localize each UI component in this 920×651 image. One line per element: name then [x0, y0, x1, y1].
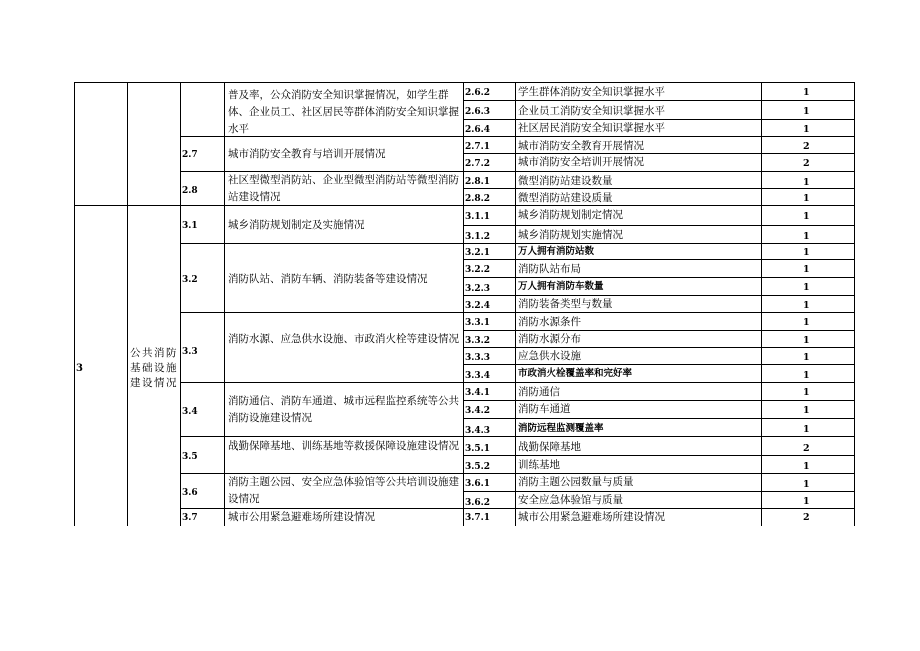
subitem-code: 2.6.2	[465, 88, 491, 98]
indicator-code: 3.5	[182, 452, 198, 462]
section-category: 公共消防基础设施建设情况	[130, 347, 178, 389]
subitem-weight: 1	[803, 424, 810, 435]
subitem-code: 3.1.2	[465, 232, 491, 242]
indicator-code: 3.6	[182, 488, 198, 498]
section-number: 3	[76, 363, 83, 374]
subitem-name: 万人拥有消防车数量	[518, 281, 604, 292]
indicator-description: 城市公用紧急避难场所建设情况	[228, 511, 375, 523]
subitem-code: 3.5.1	[465, 444, 491, 454]
subitem-weight: 1	[803, 352, 810, 363]
subitem-name: 消防水源条件	[518, 316, 581, 328]
subitem-code: 3.7.1	[465, 513, 491, 523]
indicator-code: 3.7	[182, 513, 198, 523]
subitem-code: 2.7.2	[465, 159, 491, 169]
subitem-weight: 1	[803, 370, 810, 381]
subitem-weight: 1	[803, 177, 810, 188]
subitem-code: 2.8.2	[465, 194, 491, 204]
subitem-code: 3.3.3	[465, 353, 491, 363]
subitem-weight: 2	[803, 158, 810, 169]
subitem-weight: 1	[803, 264, 810, 275]
subitem-name: 训练基地	[518, 459, 560, 471]
subitem-name: 城市公用紧急避难场所建设情况	[518, 511, 665, 523]
subitem-weight: 1	[803, 231, 810, 242]
subitem-code: 3.4.2	[465, 406, 491, 416]
subitem-name: 战勤保障基地	[518, 441, 581, 453]
subitem-name: 城乡消防规划制定情况	[518, 209, 623, 221]
subitem-name: 企业员工消防安全知识掌握水平	[518, 105, 665, 117]
subitem-code: 3.3.2	[465, 336, 491, 346]
subitem-weight: 1	[803, 335, 810, 346]
subitem-code: 3.3.4	[465, 371, 491, 381]
subitem-weight: 1	[803, 193, 810, 204]
indicator-description: 消防水源、应急供水设施、市政消火栓等建设情况	[228, 333, 459, 345]
subitem-name: 微型消防站建设质量	[518, 192, 613, 204]
indicator-code: 3.2	[182, 275, 198, 285]
subitem-code: 3.2.2	[465, 265, 491, 275]
indicator-description: 社区型微型消防站、企业型微型消防站等微型消防站建设情况	[228, 174, 459, 203]
subitem-weight: 1	[803, 282, 810, 293]
subitem-code: 2.6.3	[465, 107, 491, 117]
subitem-name: 万人拥有消防站数	[518, 246, 595, 257]
subitem-weight: 1	[803, 479, 810, 490]
subitem-name: 市政消火栓覆盖率和完好率	[518, 368, 633, 379]
subitem-weight: 1	[803, 300, 810, 311]
subitem-name: 消防水源分布	[518, 333, 581, 345]
subitem-weight: 1	[803, 405, 810, 416]
subitem-name: 消防车通道	[518, 403, 571, 415]
subitem-name: 安全应急体验馆与质量	[518, 494, 623, 506]
subitem-name: 应急供水设施	[518, 350, 581, 362]
subitem-weight: 1	[803, 124, 810, 135]
subitem-weight: 2	[803, 512, 810, 523]
indicator-code: 3.3	[182, 347, 198, 357]
indicator-code: 2.7	[182, 150, 198, 160]
subitem-code: 2.8.1	[465, 177, 491, 187]
subitem-code: 3.2.3	[465, 284, 491, 294]
subitem-name: 消防装备类型与数量	[518, 298, 613, 310]
subitem-name: 城市消防安全教育开展情况	[518, 140, 644, 152]
subitem-weight: 1	[803, 317, 810, 328]
subitem-code: 2.6.4	[465, 125, 491, 135]
subitem-name: 微型消防站建设数量	[518, 175, 613, 187]
subitem-weight: 2	[803, 443, 810, 454]
subitem-weight: 1	[803, 387, 810, 398]
subitem-weight: 1	[803, 106, 810, 117]
subitem-weight: 1	[803, 211, 810, 222]
indicator-description: 战勤保障基地、训练基地等救援保障设施建设情况	[228, 440, 459, 452]
subitem-name: 消防队站布局	[518, 263, 581, 275]
subitem-code: 3.1.1	[465, 212, 491, 222]
subitem-code: 3.5.2	[465, 462, 491, 472]
indicator-description: 消防通信、消防车通道、城市远程监控系统等公共消防设施建设情况	[228, 395, 459, 424]
subitem-code: 3.4.3	[465, 426, 491, 436]
subitem-name: 社区居民消防安全知识掌握水平	[518, 122, 665, 134]
subitem-name: 消防通信	[518, 386, 560, 398]
indicator-description: 消防队站、消防车辆、消防装备等建设情况	[228, 273, 428, 285]
subitem-code: 3.2.1	[465, 248, 491, 258]
subitem-name: 城乡消防规划实施情况	[518, 229, 623, 241]
indicator-description: 城市消防安全教育与培训开展情况	[228, 148, 386, 160]
subitem-code: 3.6.2	[465, 498, 491, 508]
subitem-code: 2.7.1	[465, 142, 491, 152]
subitem-weight: 2	[803, 141, 810, 152]
indicator-code: 2.8	[182, 186, 198, 196]
subitem-name: 消防远程监测覆盖率	[518, 423, 604, 434]
indicator-description: 消防主题公园、安全应急体验馆等公共培训设施建设情况	[228, 476, 459, 505]
subitem-code: 3.3.1	[465, 318, 491, 328]
indicator-code: 3.4	[182, 407, 198, 417]
indicator-description: 城乡消防规划制定及实施情况	[228, 219, 365, 231]
indicator-code: 3.1	[182, 221, 198, 231]
subitem-weight: 1	[803, 87, 810, 98]
subitem-name: 学生群体消防安全知识掌握水平	[518, 86, 665, 98]
subitem-weight: 1	[803, 461, 810, 472]
subitem-code: 3.2.4	[465, 301, 491, 311]
subitem-name: 城市消防安全培训开展情况	[518, 156, 644, 168]
row-2-6-description: 普及率，公众消防安全知识掌握情况，如学生群体、企业员工、社区居民等群体消防安全知识掌握水平	[228, 89, 459, 135]
subitem-name: 消防主题公园数量与质量	[518, 476, 634, 488]
subitem-code: 3.6.1	[465, 479, 491, 489]
subitem-weight: 1	[803, 247, 810, 258]
subitem-code: 3.4.1	[465, 388, 491, 398]
subitem-weight: 1	[803, 496, 810, 507]
